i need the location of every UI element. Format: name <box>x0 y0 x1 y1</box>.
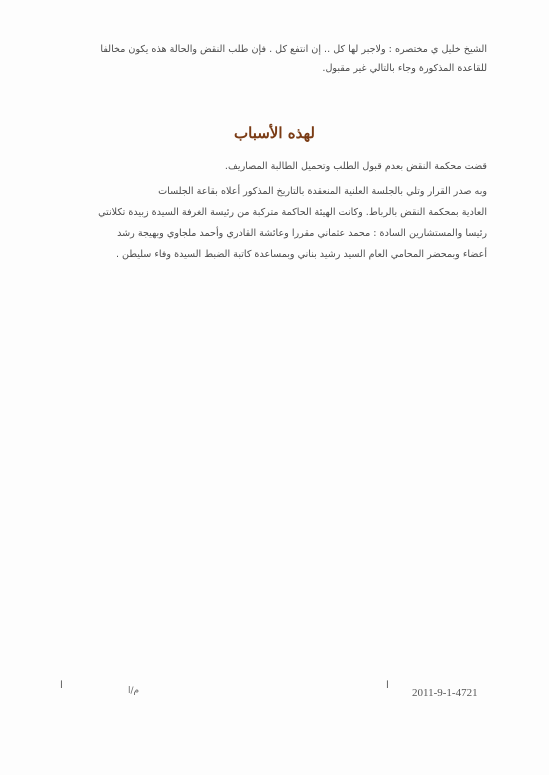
section-heading: لهذه الأسباب <box>234 124 315 142</box>
closing-line-2: العادية بمحكمة النقض بالرباط. وكانت الهيئة الحاكمة متركبة من رئيسة الغرفة السيدة زبيدة تكلانتي <box>98 207 487 218</box>
top-paragraph-line-1: الشيخ خليل ي مختصره : ولاجبر لها كل .. إن انتفع كل . فإن طلب النقض والحالة هذه يكون مخالفا <box>100 44 487 55</box>
closing-paragraph <box>62 181 487 265</box>
decision-text <box>62 157 487 176</box>
closing-line-1: وبه صدر القرار وتلي بالجلسة العلنية المنعقدة بالتاريخ المذكور أعلاه بقاعة الجلسات <box>158 186 487 197</box>
decision-line: قضت محكمة النقض بعدم قبول الطلب وتحميل الطالبة المصاريف. <box>224 161 487 172</box>
top-paragraph-line-2: للقاعدة المذكورة وجاء بالتالي غير مقبول. <box>322 63 487 74</box>
closing-line-3: رئيسا والمستشارين السادة : محمد عثماني مقررا وعائشة القادري وأحمد ملجاوي وبهيجة رشد <box>117 228 487 239</box>
closing-line-4: أعضاء وبمحضر المحامي العام السيد رشيد بناني وبمساعدة كاتبة الضبط السيدة وفاء سليطن . <box>115 249 487 260</box>
page-marker: م/ا <box>128 686 140 696</box>
file-number: 2011-9-1-4721 <box>412 687 478 699</box>
right-margin-mark: ا <box>386 680 389 691</box>
top-paragraph <box>62 40 487 78</box>
left-margin-mark: ا <box>60 680 63 691</box>
